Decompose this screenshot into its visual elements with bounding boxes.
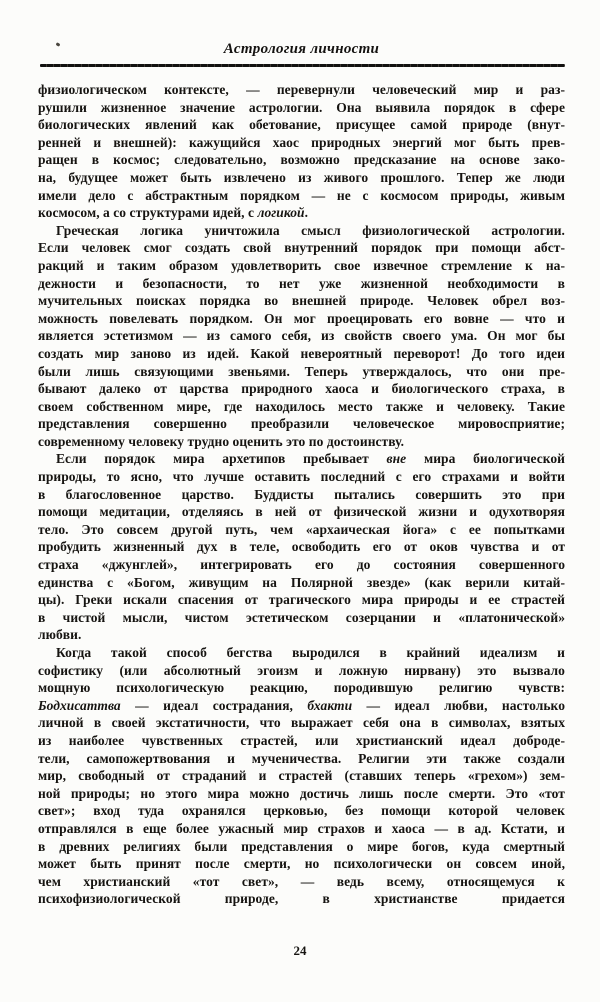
text-line xyxy=(38,151,565,169)
text-line xyxy=(38,644,565,662)
text-line xyxy=(38,292,565,310)
header-rule xyxy=(40,64,565,67)
text-segment: создать мир заново из идей. Какой невероятный переворот! До того идеи xyxy=(38,345,565,361)
text-segment: тели, самопожертвования и мученичества. Религии эти также создали xyxy=(38,750,565,766)
text-segment: страха «джунглей», интегрировать его до состояния совершенного xyxy=(38,557,565,573)
text-line xyxy=(38,327,565,345)
text-line xyxy=(38,433,565,451)
text-line xyxy=(38,81,565,99)
text-line xyxy=(38,609,565,627)
text-segment: цы). Греки искали спасения от трагического мира природы и ее страстей xyxy=(38,592,565,608)
text-segment: отправлялся в еще более ужасный мир страхов и хаоса — в ад. Кстати, и xyxy=(38,820,565,836)
text-segment: чем христианский «тот свет», — ведь всему, относящемуся к xyxy=(38,873,565,889)
text-segment: софистику (или абсолютный эгоизм и ложную нирвану) это вызвало xyxy=(38,662,565,678)
text-segment: помощи медитации, отделяясь в ней от физической жизни и одухотворяя xyxy=(38,504,565,520)
text-line xyxy=(38,275,565,293)
text-line xyxy=(38,398,565,416)
text-segment: ренней и внешней): кажущийся хаос природных энергий мог быть прев- xyxy=(38,134,565,150)
text-line xyxy=(38,855,565,873)
text-line xyxy=(38,503,565,521)
text-line xyxy=(38,380,565,398)
text-line xyxy=(38,134,565,152)
italic-text-segment: Бодхисаттва xyxy=(38,697,121,713)
text-segment: имели дело с абстрактным порядком — не с космосом природы, живым xyxy=(38,187,565,203)
paragraph xyxy=(38,644,565,908)
text-segment: является эстетизмом — из самого себя, из свойств своего ума. Он мог бы xyxy=(38,328,565,344)
text-segment: биологических явлений как обетование, присущее самой природе (внут- xyxy=(38,117,565,133)
text-line xyxy=(38,873,565,891)
running-header-title: Астрология личности xyxy=(223,41,380,57)
body-text xyxy=(38,81,565,908)
text-segment: представления совершенно преобразили человеческое мировосприятие; xyxy=(38,416,565,432)
text-segment: из наиболее чувственных страстей, или христианский идеал доброде- xyxy=(38,732,565,748)
text-line xyxy=(38,486,565,504)
text-line xyxy=(38,574,565,592)
text-line xyxy=(38,538,565,556)
text-segment: в чистой мысли, чистом эстетическом созерцании и «платонической» xyxy=(38,609,565,625)
text-segment: личной в своей экстатичности, что выражает себя она в символах, взятых xyxy=(38,715,565,731)
text-line xyxy=(38,591,565,609)
text-segment: на, будущее может быть извлечено из живого прошлого. Тепер же люди xyxy=(38,169,565,185)
page-number: 24 xyxy=(293,943,307,958)
text-line xyxy=(38,345,565,363)
text-segment: любви. xyxy=(38,627,82,643)
text-segment: психофизиологической природе, в христианстве придается xyxy=(38,891,565,907)
text-segment: единства с «Богом, живущим на Полярной звезде» (как верили китай- xyxy=(38,574,565,590)
paragraph xyxy=(38,450,565,644)
text-segment: свет»; вход туда охранялся церковью, без помощи которой человек xyxy=(38,803,565,819)
text-line xyxy=(38,310,565,328)
text-segment: тело. Это совсем другой путь, чем «архаическая йога» с ее попытками xyxy=(38,521,565,537)
text-line xyxy=(38,732,565,750)
text-segment: Если человек смог создать свой внутренний порядок при помощи абст- xyxy=(38,240,565,256)
text-line xyxy=(38,450,565,468)
text-segment: в древних религиях были представления о мире богов, куда смертный xyxy=(38,838,565,854)
text-line xyxy=(38,239,565,257)
text-line xyxy=(38,890,565,908)
text-segment: бывают далеко от царства природного хаоса и биологического страха, в xyxy=(38,381,565,397)
text-line xyxy=(38,415,565,433)
text-line xyxy=(38,697,565,715)
text-segment: физиологическом контексте, — перевернули человеческий мир и раз- xyxy=(38,82,565,97)
text-segment: рушили жизненное значение астрологии. Она выявила порядок в сфере xyxy=(38,99,565,115)
text-line xyxy=(38,767,565,785)
text-line xyxy=(38,626,565,644)
text-segment: . xyxy=(304,205,309,221)
text-segment: космосом, а со структурами идей, с xyxy=(38,205,258,221)
text-line xyxy=(38,714,565,732)
text-segment: ной природы; но этого мира можно достичь лишь после смерти. Это «тот xyxy=(38,785,565,801)
text-line xyxy=(38,99,565,117)
text-segment: Греческая логика уничтожила смысл физиологической астрологии. xyxy=(56,222,565,238)
text-segment: Когда такой способ бегства выродился в крайний идеализм и xyxy=(56,645,565,660)
text-segment: — идеал любви, настолько xyxy=(352,697,565,713)
text-segment: были лишь связующими звеньями. Теперь утверждалось, что они пре- xyxy=(38,363,565,379)
text-segment: мучительных поисках порядка во внешней природе. Человек обрел воз- xyxy=(38,293,565,309)
italic-text-segment: вне xyxy=(386,451,407,467)
text-segment: можность повелевать порядком. Он мог проецировать его вовне — что и xyxy=(38,310,565,326)
text-line xyxy=(38,750,565,768)
text-segment: природы, то ясно, что лучше оставить последний с его страхами и войти xyxy=(38,469,565,485)
italic-text-segment: бхакти xyxy=(307,697,353,713)
text-line xyxy=(38,521,565,539)
text-segment: мощную психологическую реакцию, породившую религию чувств: xyxy=(38,680,565,696)
text-line xyxy=(38,556,565,574)
text-line xyxy=(38,838,565,856)
text-segment: мир, свободный от страданий и страстей (ставших теперь «грехом») зем- xyxy=(38,768,565,784)
text-segment: Если порядок мира архетипов пребывает xyxy=(56,451,387,467)
italic-text-segment: логикой xyxy=(257,205,305,221)
text-segment: своем собственном мире, где находилось место также и человеку. Такие xyxy=(38,398,565,414)
text-segment: ращен в космос; следовательно, возможно предсказание на основе зако- xyxy=(38,152,565,168)
text-segment: пробудить жизненный дух в теле, освободить его от оков чувства и от xyxy=(38,539,565,555)
text-line xyxy=(38,662,565,680)
text-line xyxy=(38,169,565,187)
text-line xyxy=(38,116,565,134)
text-line xyxy=(38,257,565,275)
text-line xyxy=(38,679,565,697)
text-line xyxy=(38,468,565,486)
text-line xyxy=(38,204,565,222)
text-segment: ракций и таким образом удовлетворить свое извечное стремление к на- xyxy=(38,257,565,273)
text-segment: может быть принят после смерти, но психологически он совсем иной, xyxy=(38,856,565,872)
text-line xyxy=(38,785,565,803)
text-line xyxy=(38,820,565,838)
text-segment: в благословенное царство. Буддисты пытались совершить это при xyxy=(38,486,565,502)
text-segment: дежности и безопасности, то нет уже жизненной необходимости в xyxy=(38,275,565,291)
text-segment: — идеал сострадания, xyxy=(120,697,308,713)
text-segment: мира биологической xyxy=(406,451,566,467)
paragraph xyxy=(38,81,565,222)
paragraph xyxy=(38,222,565,451)
text-line xyxy=(38,222,565,240)
text-line xyxy=(38,363,565,381)
text-line xyxy=(38,187,565,205)
text-segment: современному человеку трудно оценить это по достоинству. xyxy=(38,433,404,449)
text-line xyxy=(38,802,565,820)
